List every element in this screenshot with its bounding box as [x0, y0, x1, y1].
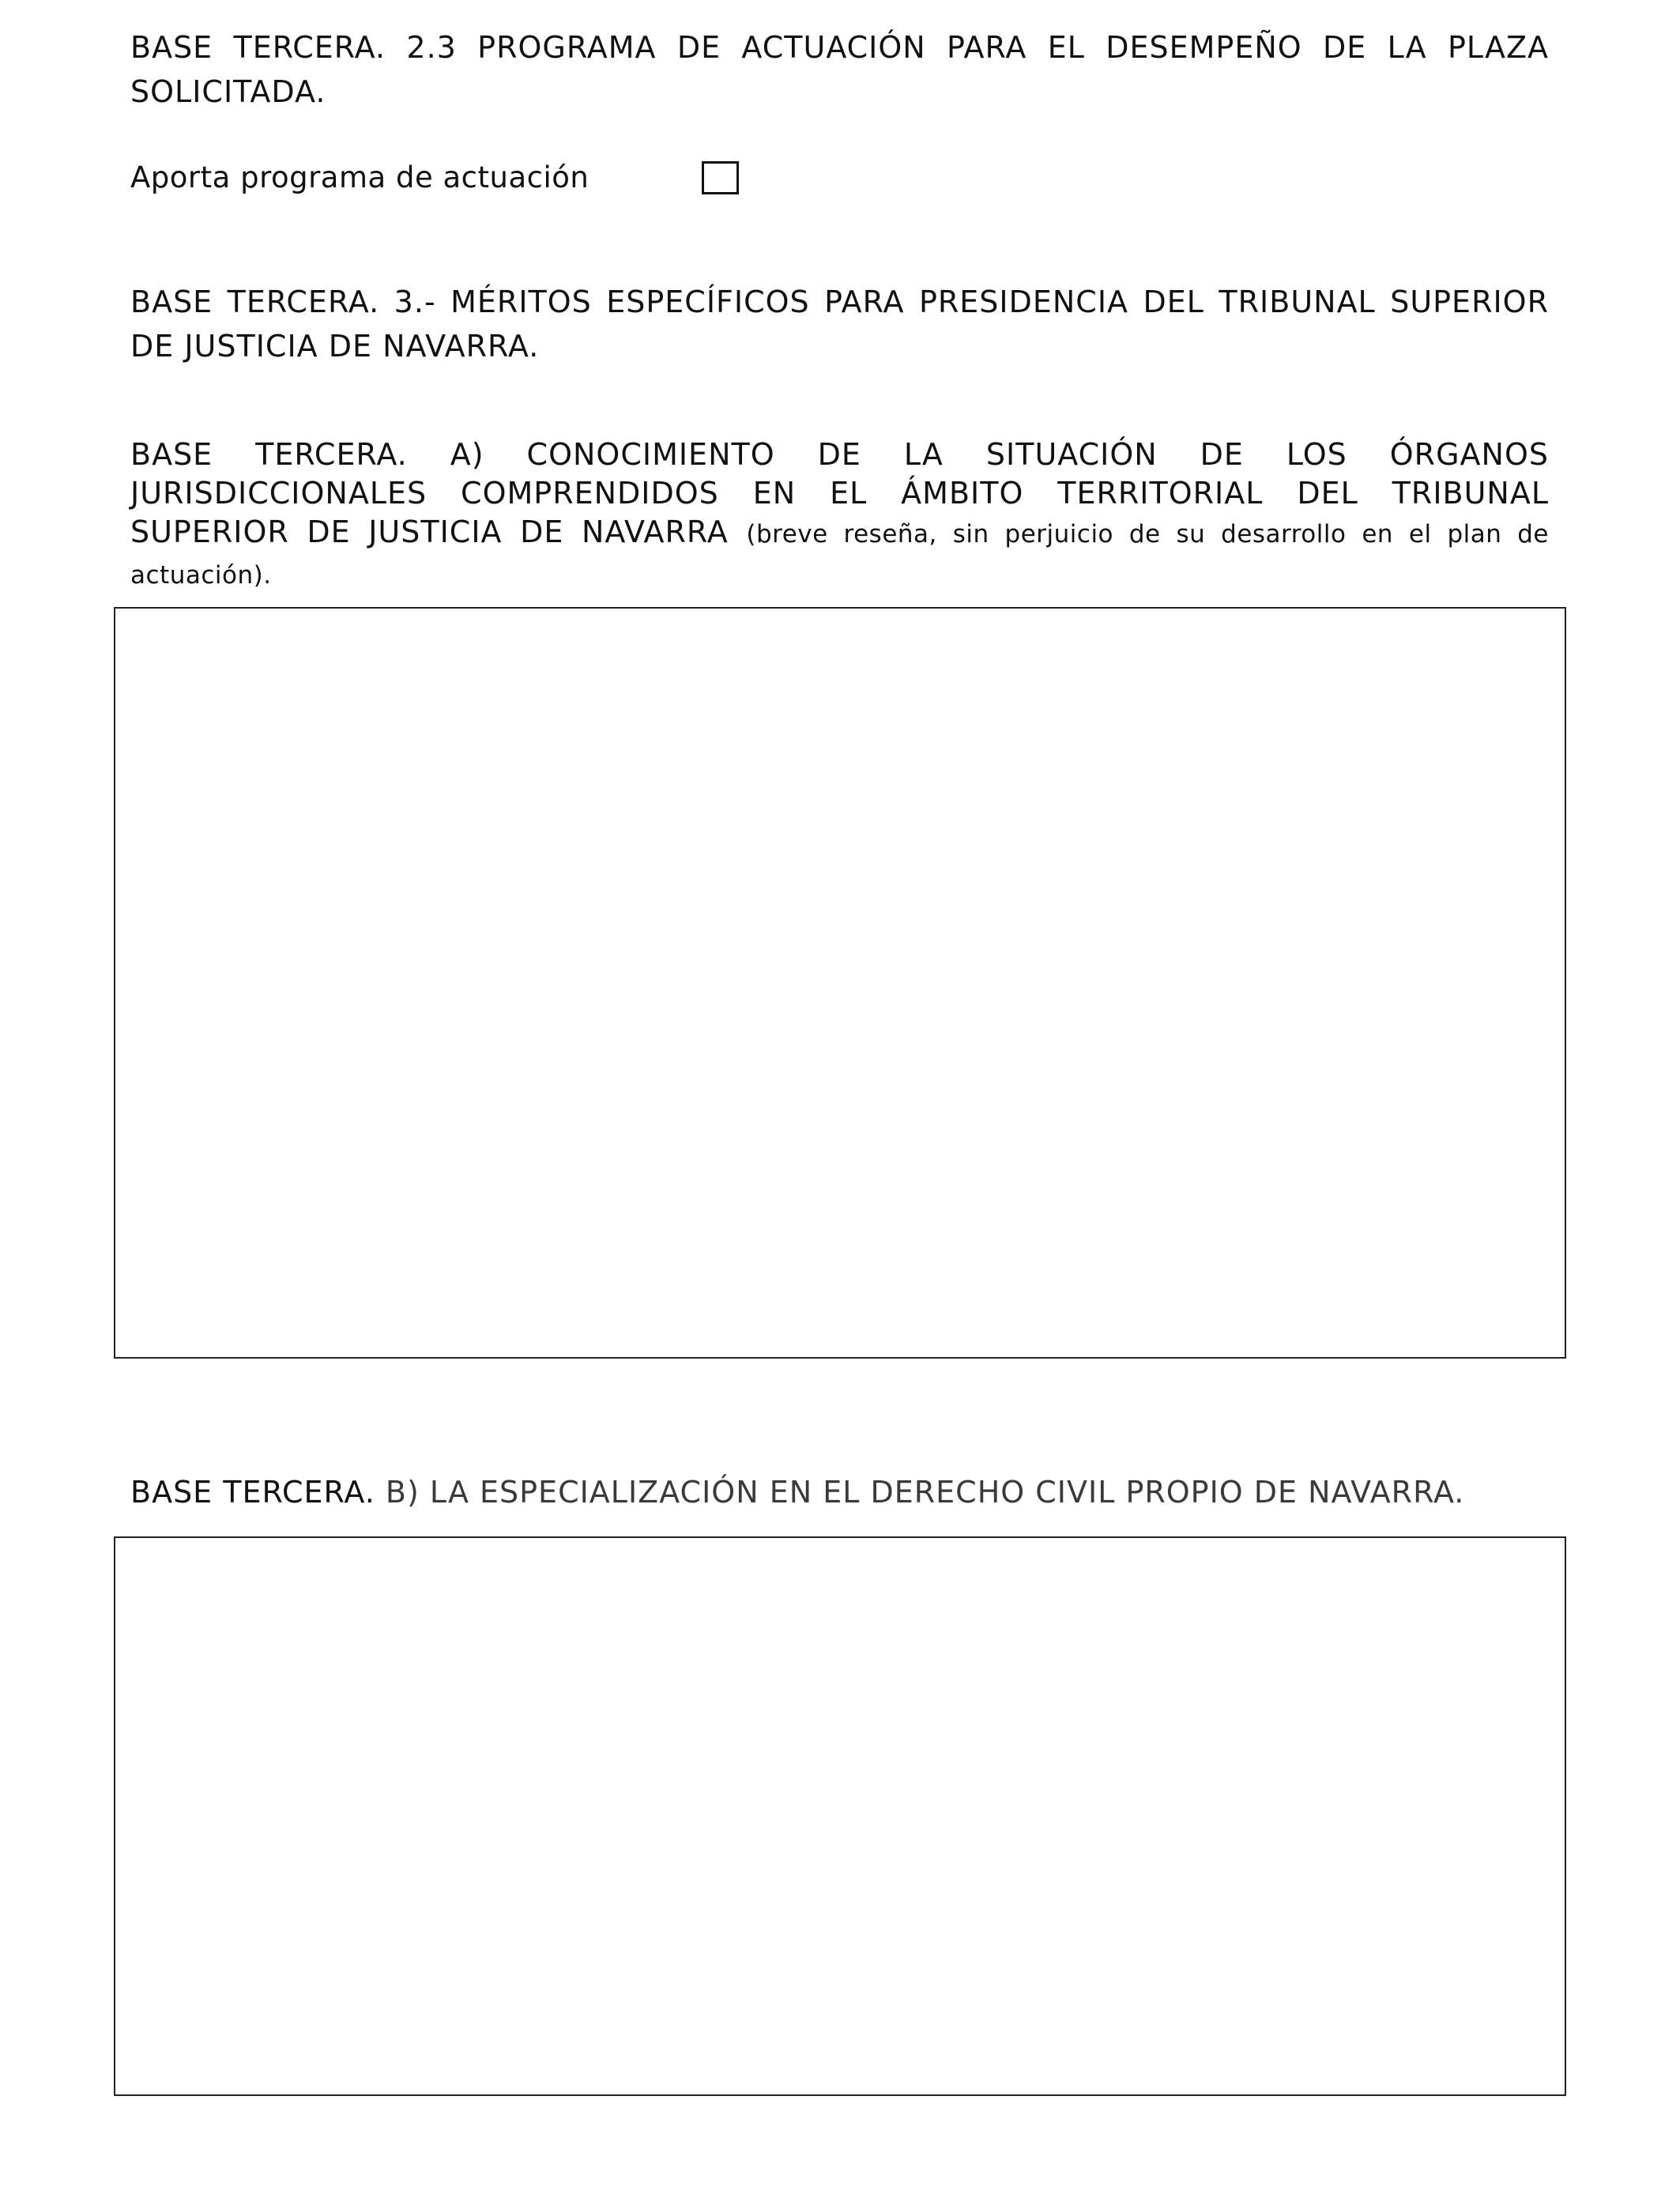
section-3-heading-text: BASE TERCERA. 3.- MÉRITOS ESPECÍFICOS PARA PRESIDENCIA DEL TRIBUNAL SUPERIOR DE JUSTICIA DE NAVARRA. — [130, 285, 1549, 364]
section-2-3-heading — [130, 25, 1549, 114]
section-a-heading — [130, 435, 1549, 595]
section-a-answer-box[interactable] — [114, 607, 1566, 1359]
section-a-heading-text: BASE TERCERA. A) CONOCIMIENTO DE LA SITUACIÓN DE LOS ÓRGANOS JURISDICCIONALES COMPRENDIDOS EN EL ÁMBITO TERRITORIAL DEL TRIBUNAL SUPERIOR DE JUSTICIA DE NAVARRA — [130, 437, 1549, 549]
section-b-prefix: BASE TERCERA. — [130, 1475, 375, 1510]
aporta-programa-checkbox[interactable] — [702, 161, 739, 194]
section-b-answer-box[interactable] — [114, 1536, 1566, 2096]
section-b-heading-text: B) LA ESPECIALIZACIÓN EN EL DERECHO CIVIL PROPIO DE NAVARRA. — [385, 1475, 1465, 1510]
section-a-note: (breve reseña, sin perjuicio de su desarrollo en el plan de actuación). — [130, 520, 1549, 590]
section-2-3-heading-text: BASE TERCERA. 2.3 PROGRAMA DE ACTUACIÓN PARA EL DESEMPEÑO DE LA PLAZA SOLICITADA. — [130, 30, 1549, 109]
section-3-heading — [130, 280, 1549, 368]
aporta-programa-label: Aporta programa de actuación — [130, 160, 590, 194]
section-b-heading — [130, 1470, 1549, 1514]
